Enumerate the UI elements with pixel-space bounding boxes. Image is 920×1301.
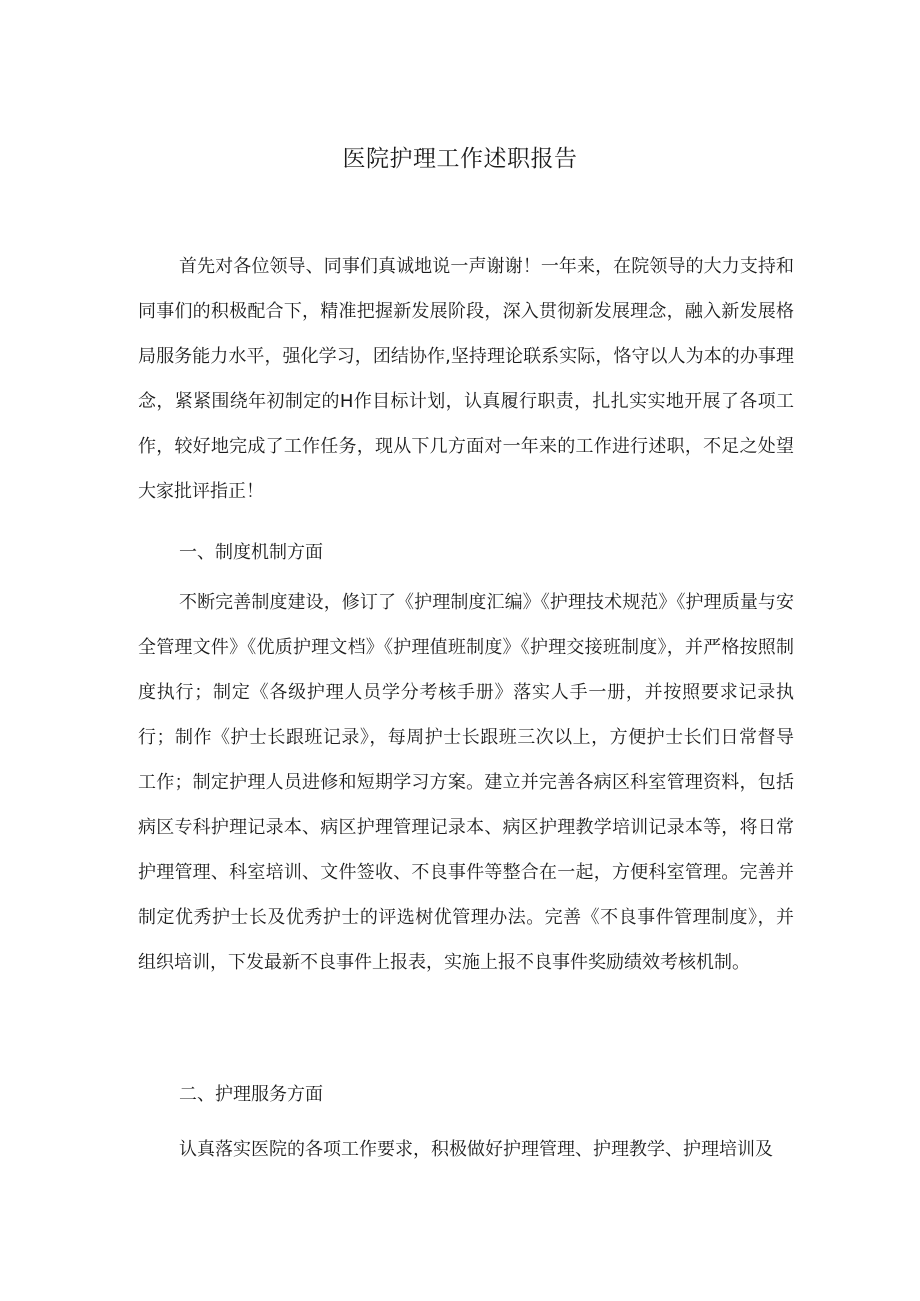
section-heading-institutional: 一、制度机制方面 xyxy=(179,542,323,563)
document-title: 医院护理工作述职报告 xyxy=(342,146,578,172)
section-body-institutional: 不断完善制度建设，修订了《护理制度汇编》《护理技术规范》《护理质量与安全管理文件》《优质护理文档》《护理值班制度》《护理交接班制度》，并严格按照制度执行；制定《各级护理人员学分考核手册》落实人手一册，并按照要求记录执行；制作《护士长跟班记录》，每周护士长跟班三次以上，方便护士长们日常督导工作；制定护理人员进修和短期学习方案。建立并完善各病区科室管理资料，包括病区专科护理记录本、病区护理管理记录本、病区护理教学培训记录本等，将日常护理管理、科室培训、文件签收、不良事件等整合在一起，方便科室管理。完善并制定优秀护士长及优秀护士的评选树优管理办法。完善《不良事件管理制度》，并组织培训，下发最新不良事件上报表，实施上报不良事件奖励绩效考核机制。 xyxy=(138,592,794,973)
section-body-nursing-service: 认真落实医院的各项工作要求，积极做好护理管理、护理教学、护理培训及 xyxy=(179,1139,773,1160)
section-heading-nursing-service: 二、护理服务方面 xyxy=(179,1084,323,1105)
intro-paragraph: 首先对各位领导、同事们真诚地说一声谢谢！一年来，在院领导的大力支持和同事们的积极配合下，精准把握新发展阶段，深入贯彻新发展理念，融入新发展格局服务能力水平，强化学习，团结协作,坚持理论联系实际，恪守以人为本的办事理念，紧紧围绕年初制定的H作目标计划，认真履行职责，扎扎实实地开展了各项工作，较好地完成了工作任务，现从下几方面对一年来的工作进行述职，不足之处望大家批评指正！ xyxy=(138,256,794,502)
